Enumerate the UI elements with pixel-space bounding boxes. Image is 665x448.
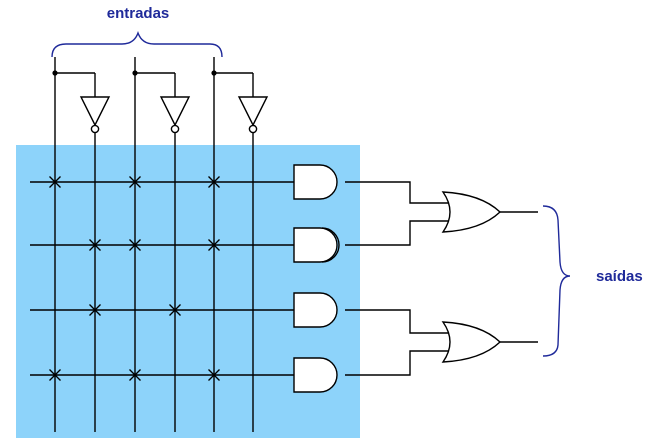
inverter-bubble-3 <box>249 125 256 132</box>
or-input-wire-1b <box>345 221 451 245</box>
inputs-label: entradas <box>106 5 170 22</box>
or-input-wire-2a <box>345 310 451 333</box>
inputs-brace <box>52 33 222 57</box>
inverter-bubble-2 <box>171 125 178 132</box>
outputs-label: saídas <box>596 268 643 285</box>
and-gate-4 <box>294 358 337 392</box>
inverter-1 <box>81 97 109 125</box>
inverter-3 <box>239 97 267 125</box>
or-gate-2 <box>443 322 500 362</box>
or-gate-1 <box>443 192 500 232</box>
and-gate-2 <box>294 228 337 262</box>
inverter-bubble-1 <box>91 125 98 132</box>
and-gate-3 <box>294 293 337 327</box>
or-input-wire-2b <box>345 351 451 375</box>
or-input-wire-1a <box>345 182 451 203</box>
and-gate-1 <box>294 165 337 199</box>
outputs-brace <box>543 206 570 356</box>
inverter-2 <box>161 97 189 125</box>
